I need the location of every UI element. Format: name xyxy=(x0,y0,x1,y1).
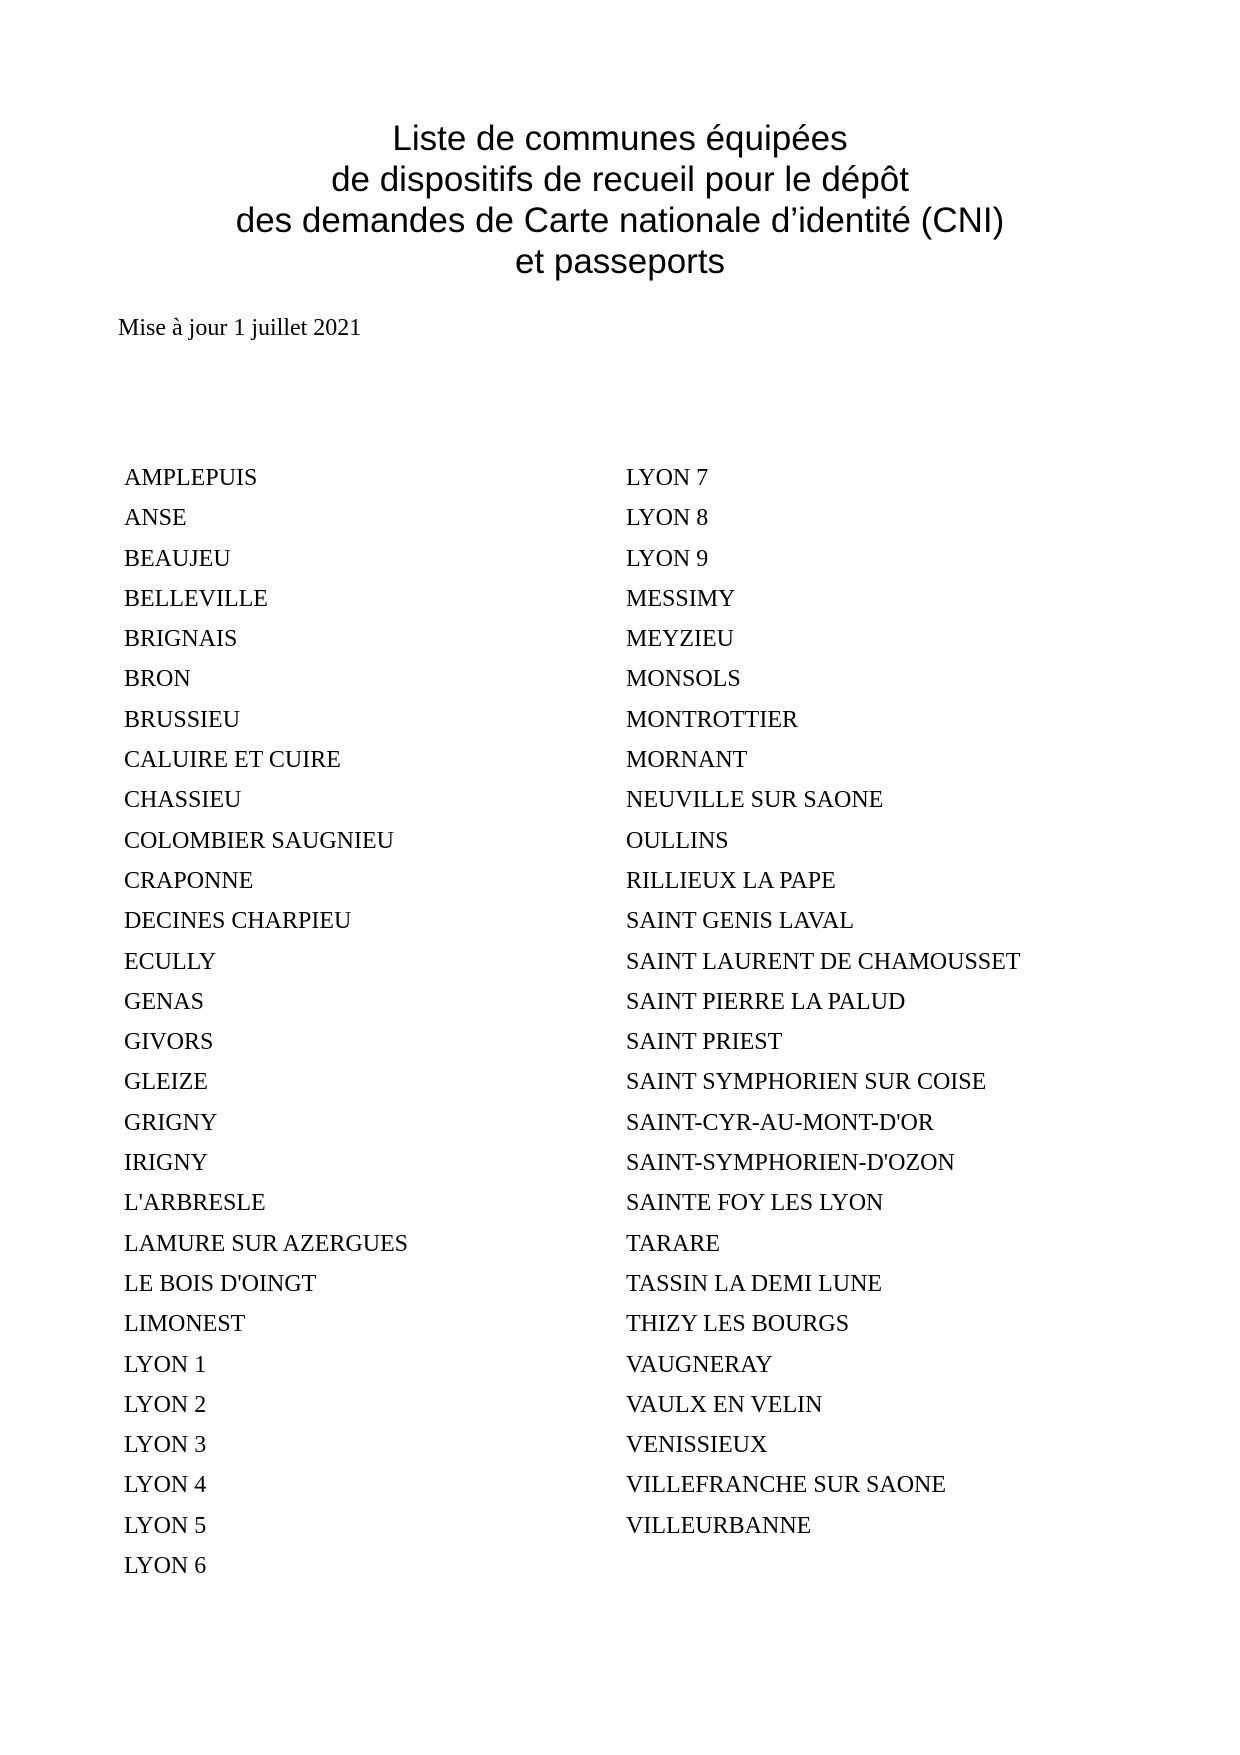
commune-item: RILLIEUX LA PAPE xyxy=(626,867,836,894)
commune-item: LYON 1 xyxy=(124,1351,207,1378)
commune-item: LYON 4 xyxy=(124,1472,207,1499)
commune-item: IRIGNY xyxy=(124,1150,208,1177)
commune-item: GLEIZE xyxy=(124,1069,208,1096)
commune-list-right xyxy=(626,458,1020,1546)
commune-item: ECULLY xyxy=(124,948,217,975)
commune-item: LIMONEST xyxy=(124,1311,246,1338)
commune-item: SAINT PRIEST xyxy=(626,1029,783,1056)
commune-item: GIVORS xyxy=(124,1029,214,1056)
commune-item: THIZY LES BOURGS xyxy=(626,1311,850,1338)
commune-item: LYON 2 xyxy=(124,1391,207,1418)
commune-item: SAINT GENIS LAVAL xyxy=(626,908,855,935)
commune-item: LYON 5 xyxy=(124,1512,207,1539)
commune-item: VILLEFRANCHE SUR SAONE xyxy=(626,1472,947,1499)
commune-item: MONTROTTIER xyxy=(626,706,798,733)
commune-item: LE BOIS D'OINGT xyxy=(124,1270,317,1297)
commune-item: BRON xyxy=(124,666,191,693)
commune-item: VAULX EN VELIN xyxy=(626,1391,823,1418)
title-line: de dispositifs de recueil pour le dépôt xyxy=(331,160,909,199)
commune-item: DECINES CHARPIEU xyxy=(124,908,352,935)
commune-item: ANSE xyxy=(124,505,187,532)
commune-item: LYON 8 xyxy=(626,505,709,532)
page-title xyxy=(0,118,1240,282)
commune-list-left xyxy=(124,458,408,1586)
commune-item: OULLINS xyxy=(626,827,729,854)
update-date: Mise à jour 1 juillet 2021 xyxy=(118,315,362,341)
commune-item: SAINT SYMPHORIEN SUR COISE xyxy=(626,1069,987,1096)
commune-item: COLOMBIER SAUGNIEU xyxy=(124,827,394,854)
commune-item: SAINT LAURENT DE CHAMOUSSET xyxy=(626,948,1021,975)
commune-item: L'ARBRESLE xyxy=(124,1190,266,1217)
commune-item: GENAS xyxy=(124,988,205,1015)
commune-item: MORNANT xyxy=(626,747,748,774)
commune-item: SAINTE FOY LES LYON xyxy=(626,1190,884,1217)
commune-item: GRIGNY xyxy=(124,1109,218,1136)
commune-item: LYON 3 xyxy=(124,1432,207,1459)
commune-item: SAINT-SYMPHORIEN-D'OZON xyxy=(626,1150,955,1177)
commune-item: AMPLEPUIS xyxy=(124,465,258,491)
commune-item: NEUVILLE SUR SAONE xyxy=(626,787,884,814)
commune-item: CHASSIEU xyxy=(124,787,242,814)
title-line: Liste de communes équipées xyxy=(392,119,848,158)
commune-item: VAUGNERAY xyxy=(626,1351,773,1378)
commune-item: LYON 6 xyxy=(124,1553,207,1580)
commune-item: BELLEVILLE xyxy=(124,585,268,612)
title-line: des demandes de Carte nationale d’identité (CNI) xyxy=(235,201,1005,240)
commune-item: SAINT PIERRE LA PALUD xyxy=(626,988,906,1015)
commune-item: CRAPONNE xyxy=(124,867,254,894)
commune-item: LYON 7 xyxy=(626,465,709,491)
commune-item: LAMURE SUR AZERGUES xyxy=(124,1230,409,1257)
commune-item: TARARE xyxy=(626,1230,721,1257)
commune-item: MEYZIEU xyxy=(626,626,734,653)
commune-item: LYON 9 xyxy=(626,545,709,572)
commune-item: TASSIN LA DEMI LUNE xyxy=(626,1270,883,1297)
commune-item: VILLEURBANNE xyxy=(626,1512,812,1539)
commune-item: BRUSSIEU xyxy=(124,706,241,733)
title-line: et passeports xyxy=(514,242,726,281)
commune-item: CALUIRE ET CUIRE xyxy=(124,747,341,774)
commune-item: MESSIMY xyxy=(626,585,736,612)
commune-item: MONSOLS xyxy=(626,666,741,693)
commune-item: BRIGNAIS xyxy=(124,626,238,653)
commune-item: BEAUJEU xyxy=(124,545,231,572)
commune-item: SAINT-CYR-AU-MONT-D'OR xyxy=(626,1109,934,1136)
commune-item: VENISSIEUX xyxy=(626,1432,768,1459)
